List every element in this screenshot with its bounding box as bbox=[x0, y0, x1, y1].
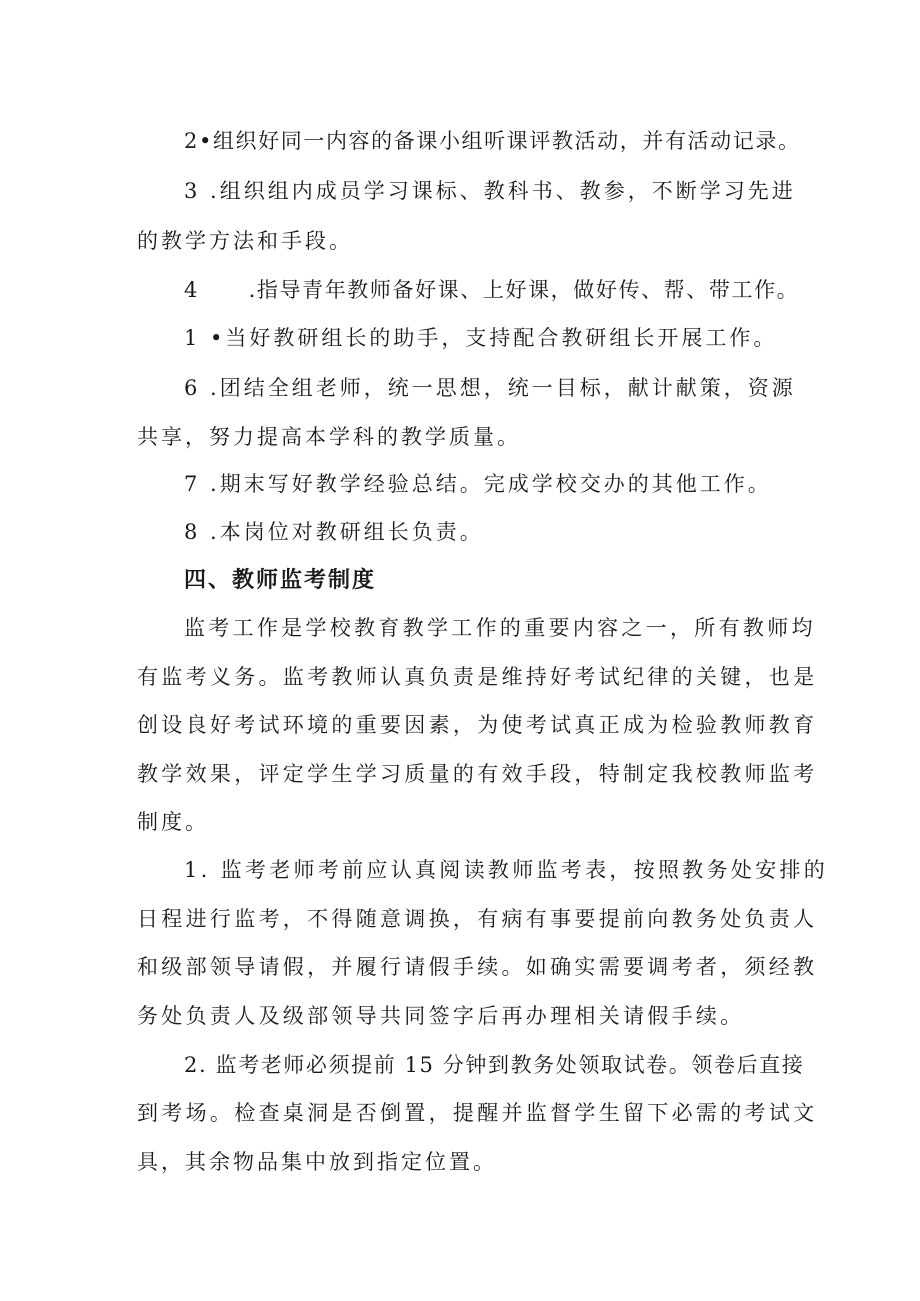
item-4: 4 .指导青年教师备好课、上好课，做好传、帮、带工作。 bbox=[184, 278, 800, 302]
rule-2-line-3: 具，其余物品集中放到指定位置。 bbox=[137, 1150, 497, 1174]
item-2: 2•组织好同一内容的备课小组听课评教活动，并有活动记录。 bbox=[184, 129, 801, 153]
item-5: 1 •当好教研组长的助手，支持配合教研组长开展工作。 bbox=[184, 326, 778, 350]
intro-line-2: 有监考义务。监考教师认真负责是维持好考试纪律的关键，也是 bbox=[137, 665, 818, 689]
item-3: 3 .组织组内成员学习课标、教科书、教参，不断学习先进 bbox=[184, 179, 796, 203]
rule-2-line-2: 到考场。检查桌洞是否倒置，提醒并监督学生留下必需的考试文 bbox=[137, 1101, 818, 1125]
rule-1-line-4: 务处负责人及级部领导共同签字后再办理相关请假手续。 bbox=[137, 1004, 745, 1028]
intro-line-3: 创设良好考试环境的重要因素，为使考试真正成为检验教师教育 bbox=[137, 713, 818, 737]
section-heading: 四、教师监考制度 bbox=[184, 568, 377, 593]
item-7: 7 .期末写好教学经验总结。完成学校交办的其他工作。 bbox=[184, 472, 772, 496]
intro-line-4: 教学效果，评定学生学习质量的有效手段，特制定我校教师监考 bbox=[137, 762, 818, 786]
item-6-continued: 共享，努力提高本学科的教学质量。 bbox=[137, 425, 521, 449]
intro-line-5: 制度。 bbox=[137, 810, 209, 834]
rule-1-line-3: 和级部领导请假，并履行请假手续。如确实需要调考者，须经教 bbox=[137, 955, 818, 979]
item-8: 8 .本岗位对教研组长负责。 bbox=[184, 520, 484, 544]
item-3-continued: 的教学方法和手段。 bbox=[137, 229, 353, 253]
rule-1-line-1: 1. 监考老师考前应认真阅读教师监考表，按照教务处安排的 bbox=[184, 858, 829, 882]
rule-1-line-2: 日程进行监考，不得随意调换，有病有事要提前向教务处负责人 bbox=[137, 907, 818, 931]
item-6: 6 .团结全组老师，统一思想，统一目标，献计献策，资源 bbox=[184, 376, 796, 400]
intro-line-1: 监考工作是学校教育教学工作的重要内容之一，所有教师均 bbox=[184, 616, 816, 640]
rule-2-line-1: 2. 监考老师必须提前 15 分钟到教务处领取试卷。领卷后直接 bbox=[184, 1053, 805, 1077]
